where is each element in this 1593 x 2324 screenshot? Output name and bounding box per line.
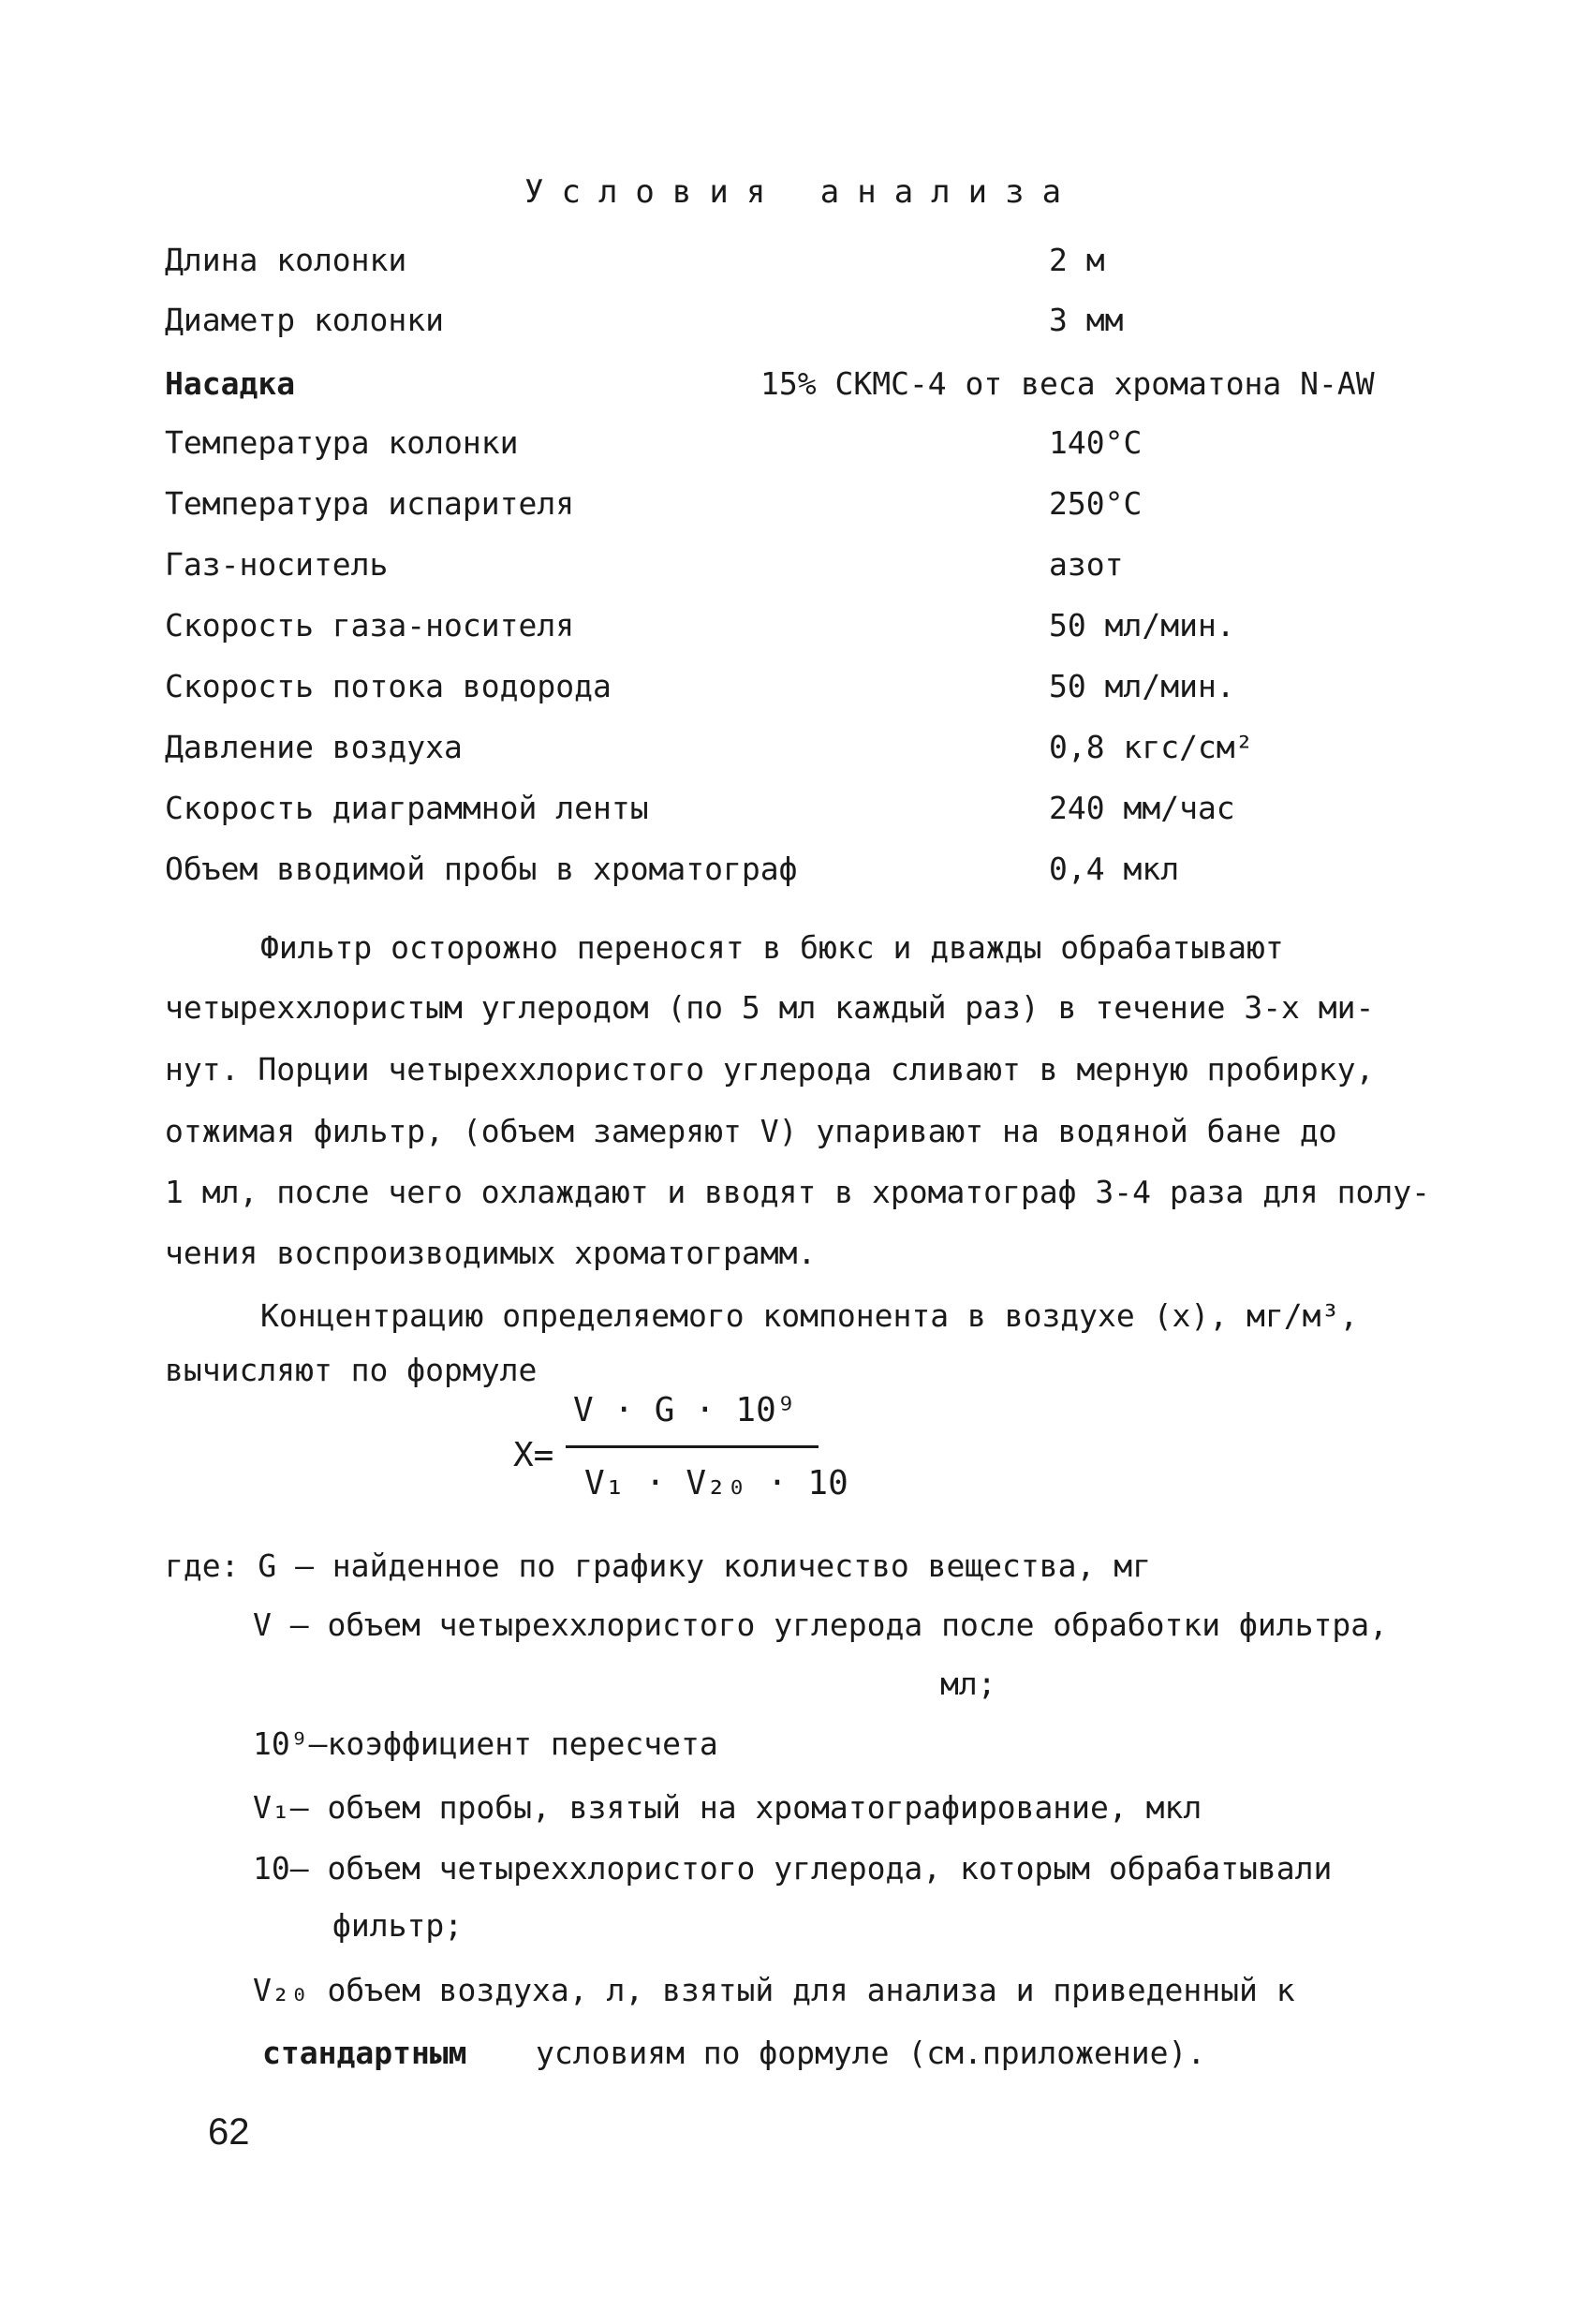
fraction-bar bbox=[566, 1445, 819, 1448]
paragraph-line: 1 мл, после чего охлаждают и вводят в хроматограф 3-4 раза для полу- bbox=[165, 1174, 1431, 1210]
condition-row bbox=[165, 790, 1429, 836]
definition-line: стандартным bbox=[262, 2035, 467, 2071]
definition-line: 10⁹–коэффициент пересчета bbox=[253, 1725, 718, 1762]
paragraph-line: Концентрацию определяемого компонента в воздухе (х), мг/м³, bbox=[260, 1297, 1359, 1334]
condition-label: Скорость диаграммной ленты bbox=[165, 790, 649, 826]
condition-value: 0,4 мкл bbox=[1049, 851, 1180, 887]
definition-line: мл; bbox=[940, 1665, 996, 1702]
page-number: 62 bbox=[208, 2111, 250, 2153]
paragraph-line: отжимая фильтр, (объем замеряют V) упаривают на водяной бане до bbox=[165, 1113, 1337, 1149]
definition-line: где: G – найденное по графику количество вещества, мг bbox=[165, 1547, 1151, 1584]
condition-value: 15% СКМС-4 от веса хроматона N-AW bbox=[760, 365, 1375, 402]
condition-row bbox=[165, 729, 1429, 776]
paragraph-line: чения воспроизводимых хроматограмм. bbox=[165, 1235, 817, 1271]
condition-row bbox=[165, 546, 1429, 593]
condition-row bbox=[165, 607, 1429, 654]
definition-line: 10– объем четыреххлористого углерода, которым обрабатывали bbox=[253, 1850, 1333, 1887]
condition-label: Диаметр колонки bbox=[165, 302, 445, 338]
paragraph-line: Фильтр осторожно переносят в бюкс и дважды обрабатывают bbox=[260, 929, 1284, 966]
condition-value: 250°С bbox=[1049, 485, 1143, 522]
formula-numerator: V · G · 10⁹ bbox=[573, 1391, 797, 1429]
condition-value: 50 мл/мин. bbox=[1049, 668, 1235, 704]
condition-value: 50 мл/мин. bbox=[1049, 607, 1235, 644]
condition-value: 240 мм/час bbox=[1049, 790, 1235, 826]
paragraph-line: четыреххлористым углеродом (по 5 мл каждый раз) в течение 3-х ми- bbox=[165, 989, 1375, 1026]
condition-row bbox=[165, 242, 1429, 289]
condition-label: Длина колонки bbox=[165, 242, 407, 278]
paragraph-line: вычисляют по формуле bbox=[165, 1352, 538, 1388]
condition-value: азот bbox=[1049, 546, 1124, 583]
condition-row bbox=[165, 668, 1429, 715]
condition-value: 2 м bbox=[1049, 242, 1105, 278]
condition-label: Температура испарителя bbox=[165, 485, 575, 522]
condition-label: Насадка bbox=[165, 365, 296, 402]
condition-label: Давление воздуха bbox=[165, 729, 463, 765]
concentration-formula bbox=[513, 1391, 850, 1532]
condition-row bbox=[165, 302, 1429, 348]
condition-row bbox=[165, 851, 1429, 897]
condition-label: Температура колонки bbox=[165, 424, 519, 461]
formula-denominator: V₁ · V₂₀ · 10 bbox=[584, 1464, 848, 1502]
definition-line: V₁– объем пробы, взятый на хроматографирование, мкл bbox=[253, 1789, 1202, 1826]
definition-line: V – объем четыреххлористого углерода после обработки фильтра, bbox=[253, 1606, 1388, 1643]
condition-row bbox=[165, 424, 1429, 471]
condition-row bbox=[165, 485, 1429, 532]
condition-row bbox=[165, 365, 1429, 412]
definition-line: V₂₀ объем воздуха, л, взятый для анализа и приведенный к bbox=[253, 1972, 1295, 2008]
formula-lhs: X= bbox=[513, 1436, 554, 1474]
condition-label: Скорость потока водорода bbox=[165, 668, 612, 704]
paragraph-line: нут. Порции четыреххлористого углерода сливают в мерную пробирку, bbox=[165, 1051, 1375, 1088]
condition-value: 3 мм bbox=[1049, 302, 1124, 338]
definition-line: условиям по формуле (см.приложение). bbox=[536, 2035, 1206, 2071]
condition-value: 140°С bbox=[1049, 424, 1143, 461]
section-title: Условия анализа bbox=[524, 173, 1080, 211]
condition-label: Объем вводимой пробы в хроматограф bbox=[165, 851, 798, 887]
condition-label: Газ-носитель bbox=[165, 546, 389, 583]
definition-line: фильтр; bbox=[332, 1907, 464, 1944]
condition-label: Скорость газа-носителя bbox=[165, 607, 575, 644]
condition-value: 0,8 кгс/см² bbox=[1049, 729, 1254, 765]
